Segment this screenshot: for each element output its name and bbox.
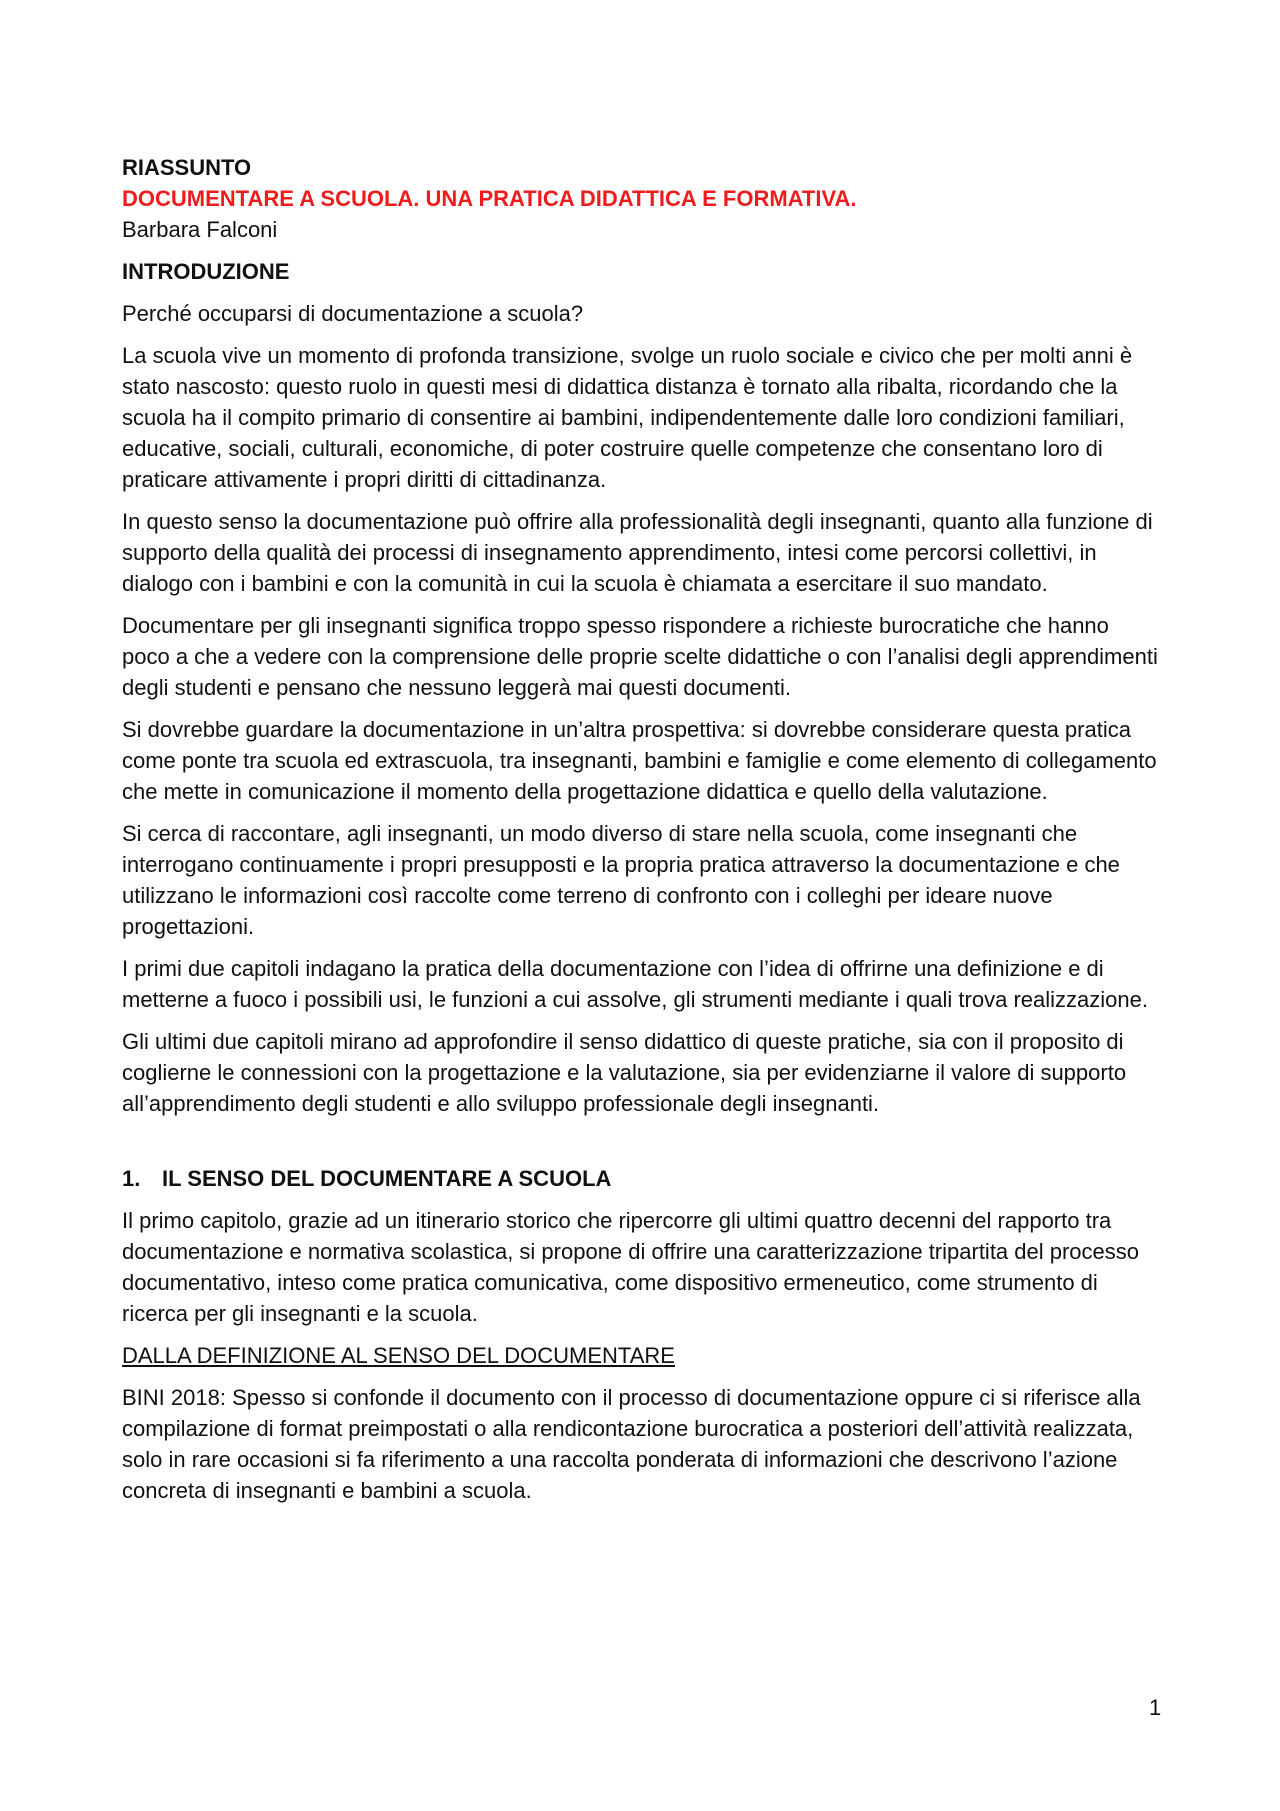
page-number: 1	[1149, 1695, 1162, 1720]
intro-heading: INTRODUZIONE	[122, 259, 290, 284]
section-1-heading	[122, 1163, 1158, 1194]
intro-paragraph: Documentare per gli insegnanti significa troppo spesso rispondere a richieste burocratiche che hanno poco a che a vedere con la comprensione delle proprie scelte didattiche o con l’analisi degli apprendimenti degli studenti e pensano che nessuno leggerà mai questi documenti.	[122, 613, 1158, 700]
section-1-number: 1.	[122, 1166, 141, 1191]
intro-paragraph: In questo senso la documentazione può offrire alla professionalità degli insegnanti, quanto alla funzione di supporto della qualità dei processi di insegnamento apprendimento, intesi come percorsi collettivi, in dialogo con i bambini e con la comunità in cui la scuola è chiamata a esercitare il suo mandato.	[122, 509, 1153, 596]
intro-question: Perché occuparsi di documentazione a scuola?	[122, 301, 584, 326]
section-1-subparagraph: BINI 2018: Spesso si confonde il documento con il processo di documentazione oppure ci si riferisce alla compilazione di format preimpostati o alla rendicontazione burocratica a posteriori dell’attività realizzata, solo in rare occasioni si fa riferimento a una raccolta ponderata di informazioni che descrivono l’azione concreta di insegnanti e bambini a scuola.	[122, 1385, 1141, 1503]
section-1-paragraph: Il primo capitolo, grazie ad un itinerario storico che ripercorre gli ultimi quattro decenni del rapporto tra documentazione e normativa scolastica, si propone di offrire una caratterizzazione tripartita del processo documentativo, inteso come pratica comunicativa, come dispositivo ermeneutico, come strumento di ricerca per gli insegnanti e la scuola.	[122, 1208, 1140, 1326]
section-1-subheading: DALLA DEFINIZIONE AL SENSO DEL DOCUMENTARE	[122, 1343, 675, 1368]
intro-paragraph: Si dovrebbe guardare la documentazione in un’altra prospettiva: si dovrebbe considerare questa pratica come ponte tra scuola ed extrascuola, tra insegnanti, bambini e famiglie e come elemento di collegamento che mette in comunicazione il momento della progettazione didattica e quello della valutazione.	[122, 717, 1157, 804]
document-page	[122, 152, 1158, 1517]
section-1-title: IL SENSO DEL DOCUMENTARE A SCUOLA	[162, 1166, 612, 1191]
document-author: Barbara Falconi	[122, 217, 278, 242]
intro-paragraph: I primi due capitoli indagano la pratica della documentazione con l’idea di offrirne una definizione e di metterne a fuoco i possibili usi, le funzioni a cui assolve, gli strumenti mediante i quali trova realizzazione.	[122, 956, 1148, 1012]
document-title: DOCUMENTARE A SCUOLA. UNA PRATICA DIDATTICA E FORMATIVA.	[122, 186, 857, 211]
intro-paragraph: Gli ultimi due capitoli mirano ad approfondire il senso didattico di queste pratiche, sia con il proposito di coglierne le connessioni con la progettazione e la valutazione, sia per evidenziarne il valore di supporto all’apprendimento degli studenti e allo sviluppo professionale degli insegnanti.	[122, 1029, 1127, 1116]
document-label: RIASSUNTO	[122, 155, 252, 180]
intro-paragraph: Si cerca di raccontare, agli insegnanti, un modo diverso di stare nella scuola, come insegnanti che interrogano continuamente i propri presupposti e la propria pratica attraverso la documentazione e che utilizzano le informazioni così raccolte come terreno di confronto con i colleghi per ideare nuove progettazioni.	[122, 821, 1120, 939]
intro-paragraph: La scuola vive un momento di profonda transizione, svolge un ruolo sociale e civico che per molti anni è stato nascosto: questo ruolo in questi mesi di didattica distanza è tornato alla ribalta, ricordando che la scuola ha il compito primario di consentire ai bambini, indipendentemente dalle loro condizioni familiari, educative, sociali, culturali, economiche, di poter costruire quelle competenze che consentano loro di praticare attivamente i propri diritti di cittadinanza.	[122, 343, 1133, 492]
